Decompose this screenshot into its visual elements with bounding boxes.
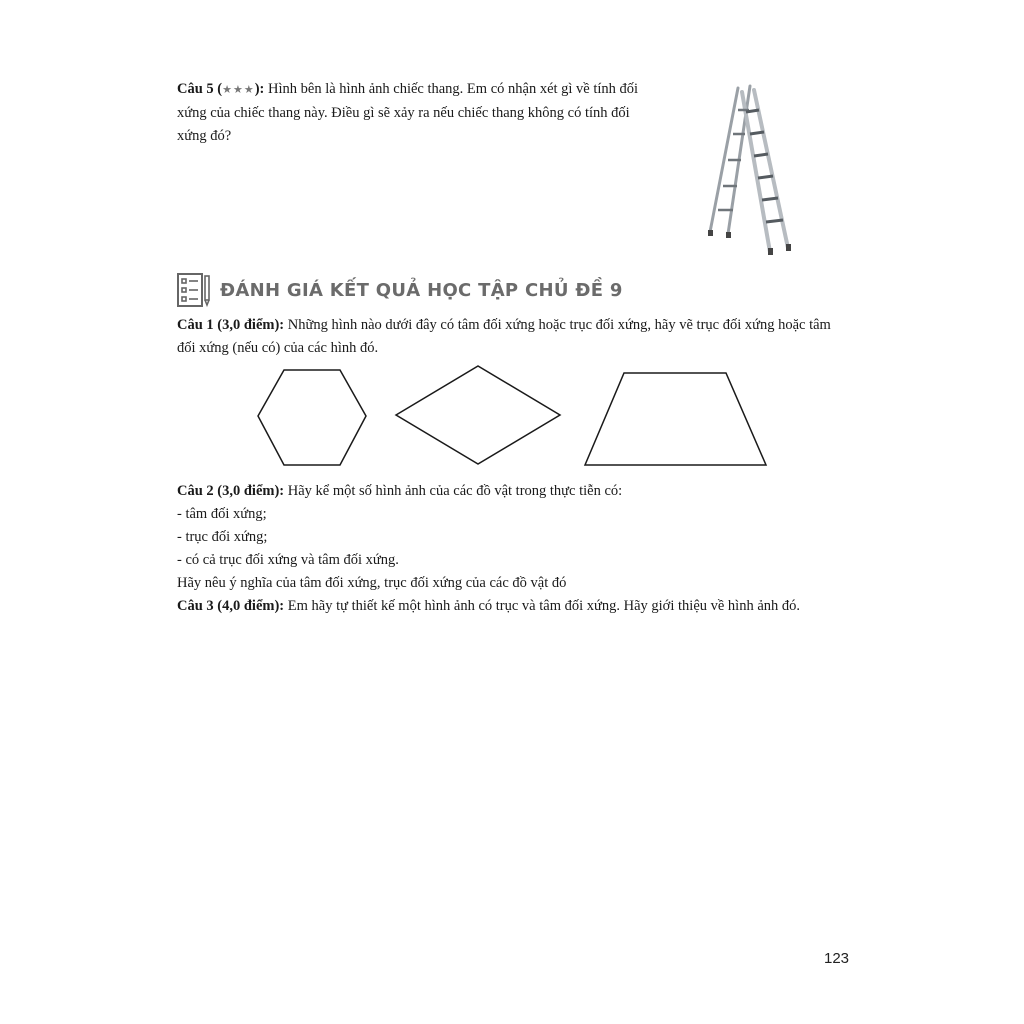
section-heading [176, 272, 623, 308]
question-3-text: Em hãy tự thiết kế một hình ảnh có trục và tâm đối xứng. Hãy giới thiệu về hình ảnh đó. [284, 598, 801, 614]
question-2-and-3 [177, 480, 857, 618]
question-1-label: Câu 1 (3,0 điểm): [177, 317, 285, 333]
question-5-line-3: xứng đó? [177, 128, 232, 144]
ladder-image [700, 82, 796, 256]
question-1 [177, 314, 857, 360]
difficulty-stars-icon: ★★★ [222, 84, 255, 96]
page-number: 123 [824, 950, 850, 967]
hexagon-shape [258, 370, 366, 465]
question-5-line-1: Hình bên là hình ảnh chiếc thang. Em có nhận xét gì về tính đối [264, 81, 639, 97]
question-2-item-2: - trục đối xứng; [177, 529, 268, 545]
question-5-label: Câu 5 ( [177, 81, 223, 97]
question-1-line-2: đối xứng (nếu có) của các hình đó. [177, 340, 379, 356]
question-3-label: Câu 3 (4,0 điểm): [177, 598, 285, 614]
question-2-intro: Hãy kể một số hình ảnh của các đồ vật trong thực tiễn có: [284, 483, 623, 499]
question-5-label-end: ): [254, 81, 265, 97]
question-2-item-3: - có cả trục đối xứng và tâm đối xứng. [177, 552, 399, 568]
question-2-item-1: - tâm đối xứng; [177, 506, 267, 522]
trapezoid-shape [585, 373, 766, 465]
shapes-figure [250, 360, 780, 472]
rhombus-shape [396, 366, 560, 464]
question-1-line-1: Những hình nào dưới đây có tâm đối xứng hoặc trục đối xứng, hãy vẽ trục đối xứng hoặc tâm [284, 317, 831, 333]
question-5-line-2: xứng của chiếc thang này. Điều gì sẽ xảy ra nếu chiếc thang không có tính đối [177, 105, 630, 121]
question-5 [177, 78, 667, 148]
question-2-closing: Hãy nêu ý nghĩa của tâm đối xứng, trục đối xứng của các đồ vật đó [177, 575, 567, 591]
section-title: ĐÁNH GIÁ KẾT QUẢ HỌC TẬP CHỦ ĐỀ 9 [220, 279, 623, 301]
question-2-label: Câu 2 (3,0 điểm): [177, 483, 285, 499]
checklist-pencil-icon [176, 272, 212, 308]
